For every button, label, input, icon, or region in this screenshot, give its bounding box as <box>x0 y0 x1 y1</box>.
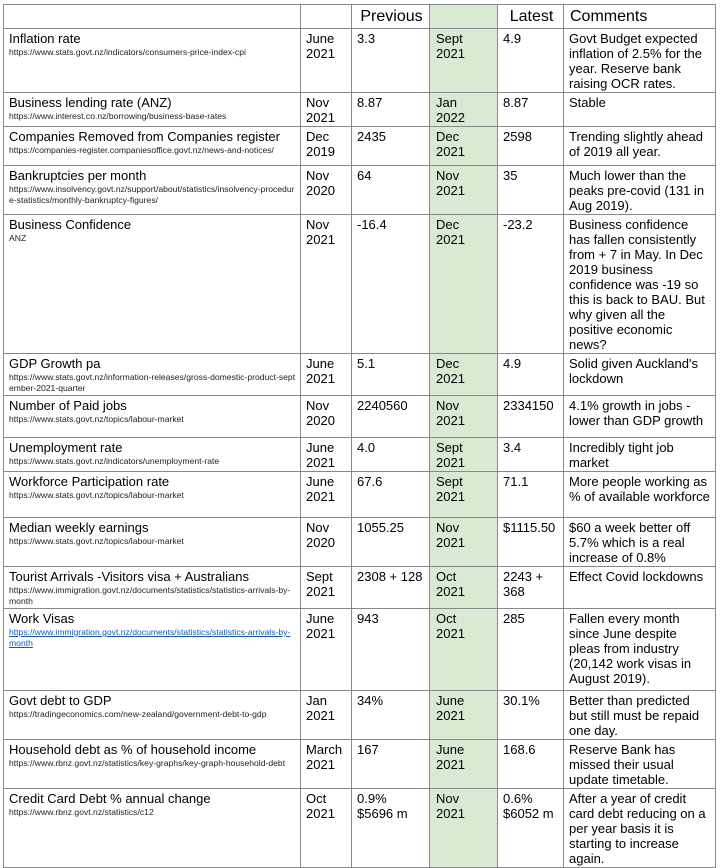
comment-cell: Fallen every month since June despite pleas from industry (20,142 work visas in August 2019). <box>564 609 716 691</box>
latest-period-cell: Oct 2021 <box>430 609 498 691</box>
indicator-name: Workforce Participation rate <box>9 474 170 489</box>
table-row <box>4 166 716 215</box>
previous-value-cell: 4.0 <box>352 438 430 472</box>
indicator-name: Household debt as % of household income <box>9 742 257 757</box>
previous-value-cell: 34% <box>352 691 430 740</box>
latest-period-cell: June 2021 <box>430 740 498 789</box>
previous-period-cell: Nov 2020 <box>301 518 352 567</box>
latest-period-cell: Dec 2021 <box>430 354 498 396</box>
indicator-name: Govt debt to GDP <box>9 693 112 708</box>
comment-cell: Business confidence has fallen consistently from + 7 in May. In Dec 2019 business confidence was -19 so this is back to BAU. But why given all the positive economic news? <box>564 215 716 354</box>
comment-cell: Solid given Auckland's lockdown <box>564 354 716 396</box>
table-row <box>4 396 716 438</box>
latest-value-cell: 35 <box>498 166 564 215</box>
source-text: https://companies-register.companiesoffice.govt.nz/news-and-notices/ <box>9 145 274 155</box>
table-row <box>4 438 716 472</box>
comment-cell: Reserve Bank has missed their usual update timetable. <box>564 740 716 789</box>
latest-value-cell: 3.4 <box>498 438 564 472</box>
previous-period-cell: June 2021 <box>301 29 352 93</box>
comment-cell: $60 a week better off 5.7% which is a real increase of 0.8% <box>564 518 716 567</box>
comment-cell: Much lower than the peaks pre-covid (131 in Aug 2019). <box>564 166 716 215</box>
previous-value-cell: 3.3 <box>352 29 430 93</box>
indicator-name: Work Visas <box>9 611 75 626</box>
latest-value-cell: -23.2 <box>498 215 564 354</box>
source-text: https://www.stats.govt.nz/indicators/unemployment-rate <box>9 456 220 466</box>
latest-value-cell: 4.9 <box>498 29 564 93</box>
source-text: https://www.interest.co.nz/borrowing/business-base-rates <box>9 111 227 121</box>
previous-period-cell: Jan 2021 <box>301 691 352 740</box>
latest-period-cell: Sept 2021 <box>430 29 498 93</box>
indicator-cell <box>4 396 301 438</box>
previous-value-cell: -16.4 <box>352 215 430 354</box>
indicator-name: GDP Growth pa <box>9 356 101 371</box>
latest-value-cell: $1115.50 <box>498 518 564 567</box>
table-row <box>4 472 716 518</box>
header-comments: Comments <box>564 5 716 29</box>
indicator-cell <box>4 472 301 518</box>
previous-period-cell: Sept 2021 <box>301 567 352 609</box>
table-row <box>4 567 716 609</box>
source-text: https://www.rbnz.govt.nz/statistics/c12 <box>9 807 154 817</box>
latest-value-cell: 71.1 <box>498 472 564 518</box>
indicator-cell <box>4 29 301 93</box>
previous-value-cell: 5.1 <box>352 354 430 396</box>
comment-cell: More people working as % of available workforce <box>564 472 716 518</box>
latest-value-cell: 0.6% $6052 m <box>498 789 564 868</box>
source-link[interactable]: https://www.immigration.govt.nz/documents/statistics/statistics-arrivals-by-month <box>9 627 291 648</box>
latest-period-cell: Nov 2021 <box>430 518 498 567</box>
indicator-cell <box>4 740 301 789</box>
indicator-cell <box>4 127 301 166</box>
header-indicator <box>4 5 301 29</box>
source-text: https://www.stats.govt.nz/topics/labour-market <box>9 490 184 500</box>
latest-period-cell: June 2021 <box>430 691 498 740</box>
indicator-name: Companies Removed from Companies register <box>9 129 280 144</box>
indicator-name: Tourist Arrivals -Visitors visa + Australians <box>9 569 249 584</box>
source-text: https://www.insolvency.govt.nz/support/about/statistics/insolvency-procedure-statistics/monthly-bankruptcy-figures/ <box>9 184 295 205</box>
header-prev-period <box>301 5 352 29</box>
previous-value-cell: 67.6 <box>352 472 430 518</box>
latest-period-cell: Nov 2021 <box>430 396 498 438</box>
source-text: https://www.stats.govt.nz/topics/labour-market <box>9 414 184 424</box>
table-row <box>4 354 716 396</box>
header-latest-period <box>430 5 498 29</box>
previous-value-cell: 8.87 <box>352 93 430 127</box>
indicator-name: Bankruptcies per month <box>9 168 147 183</box>
comment-cell: Govt Budget expected inflation of 2.5% for the year. Reserve bank raising OCR rates. <box>564 29 716 93</box>
indicator-cell <box>4 567 301 609</box>
latest-value-cell: 168.6 <box>498 740 564 789</box>
previous-period-cell: June 2021 <box>301 472 352 518</box>
previous-period-cell: June 2021 <box>301 354 352 396</box>
latest-period-cell: Sept 2021 <box>430 472 498 518</box>
indicator-name: Number of Paid jobs <box>9 398 127 413</box>
latest-value-cell: 2598 <box>498 127 564 166</box>
indicator-cell <box>4 609 301 691</box>
table-row <box>4 789 716 868</box>
table-row <box>4 691 716 740</box>
table-row <box>4 740 716 789</box>
indicator-cell <box>4 215 301 354</box>
previous-period-cell: June 2021 <box>301 438 352 472</box>
previous-value-cell: 0.9% $5696 m <box>352 789 430 868</box>
source-text: https://www.stats.govt.nz/information-releases/gross-domestic-product-september-2021-quarter <box>9 372 296 393</box>
previous-value-cell: 2240560 <box>352 396 430 438</box>
indicator-name: Inflation rate <box>9 31 81 46</box>
source-text: https://www.stats.govt.nz/indicators/consumers-price-index-cpi <box>9 47 246 57</box>
indicator-cell <box>4 789 301 868</box>
indicator-cell <box>4 518 301 567</box>
indicator-name: Business Confidence <box>9 217 132 232</box>
comment-cell: 4.1% growth in jobs -lower than GDP growth <box>564 396 716 438</box>
latest-period-cell: Dec 2021 <box>430 215 498 354</box>
indicator-name: Unemployment rate <box>9 440 123 455</box>
previous-period-cell: Nov 2021 <box>301 215 352 354</box>
latest-period-cell: Jan 2022 <box>430 93 498 127</box>
table-row <box>4 29 716 93</box>
previous-period-cell: Nov 2021 <box>301 93 352 127</box>
table-row <box>4 518 716 567</box>
previous-period-cell: Dec 2019 <box>301 127 352 166</box>
comment-cell: Stable <box>564 93 716 127</box>
indicator-name: Credit Card Debt % annual change <box>9 791 211 806</box>
table-row <box>4 609 716 691</box>
indicator-cell <box>4 166 301 215</box>
latest-period-cell: Nov 2021 <box>430 789 498 868</box>
source-text: https://tradingeconomics.com/new-zealand/government-debt-to-gdp <box>9 709 267 719</box>
latest-period-cell: Dec 2021 <box>430 127 498 166</box>
previous-value-cell: 167 <box>352 740 430 789</box>
latest-period-cell: Oct 2021 <box>430 567 498 609</box>
indicator-cell <box>4 438 301 472</box>
previous-value-cell: 2308 + 128 <box>352 567 430 609</box>
previous-value-cell: 2435 <box>352 127 430 166</box>
latest-period-cell: Nov 2021 <box>430 166 498 215</box>
table-row <box>4 93 716 127</box>
latest-period-cell: Sept 2021 <box>430 438 498 472</box>
previous-value-cell: 64 <box>352 166 430 215</box>
header-latest: Latest <box>498 5 564 29</box>
latest-value-cell: 285 <box>498 609 564 691</box>
comment-cell: Trending slightly ahead of 2019 all year. <box>564 127 716 166</box>
previous-period-cell: March 2021 <box>301 740 352 789</box>
indicator-cell <box>4 354 301 396</box>
indicator-cell <box>4 93 301 127</box>
table-row <box>4 215 716 354</box>
header-row <box>4 5 716 29</box>
previous-period-cell: Nov 2020 <box>301 166 352 215</box>
latest-value-cell: 8.87 <box>498 93 564 127</box>
comment-cell: Effect Covid lockdowns <box>564 567 716 609</box>
header-previous: Previous <box>352 5 430 29</box>
previous-period-cell: June 2021 <box>301 609 352 691</box>
economic-indicators-table <box>3 4 716 868</box>
comment-cell: Better than predicted but still must be repaid one day. <box>564 691 716 740</box>
previous-period-cell: Nov 2020 <box>301 396 352 438</box>
latest-value-cell: 30.1% <box>498 691 564 740</box>
indicator-cell <box>4 691 301 740</box>
latest-value-cell: 2334150 <box>498 396 564 438</box>
source-text: https://www.stats.govt.nz/topics/labour-market <box>9 536 184 546</box>
source-text: https://www.immigration.govt.nz/documents/statistics/statistics-arrivals-by-month <box>9 585 291 606</box>
source-text: https://www.rbnz.govt.nz/statistics/key-graphs/key-graph-household-debt <box>9 758 286 768</box>
latest-value-cell: 4.9 <box>498 354 564 396</box>
indicator-name: Business lending rate (ANZ) <box>9 95 172 110</box>
source-text: ANZ <box>9 233 27 243</box>
previous-value-cell: 1055.25 <box>352 518 430 567</box>
indicator-name: Median weekly earnings <box>9 520 149 535</box>
latest-value-cell: 2243 + 368 <box>498 567 564 609</box>
table-row <box>4 127 716 166</box>
comment-cell: Incredibly tight job market <box>564 438 716 472</box>
comment-cell: After a year of credit card debt reducing on a per year basis it is starting to increase again. <box>564 789 716 868</box>
previous-value-cell: 943 <box>352 609 430 691</box>
previous-period-cell: Oct 2021 <box>301 789 352 868</box>
